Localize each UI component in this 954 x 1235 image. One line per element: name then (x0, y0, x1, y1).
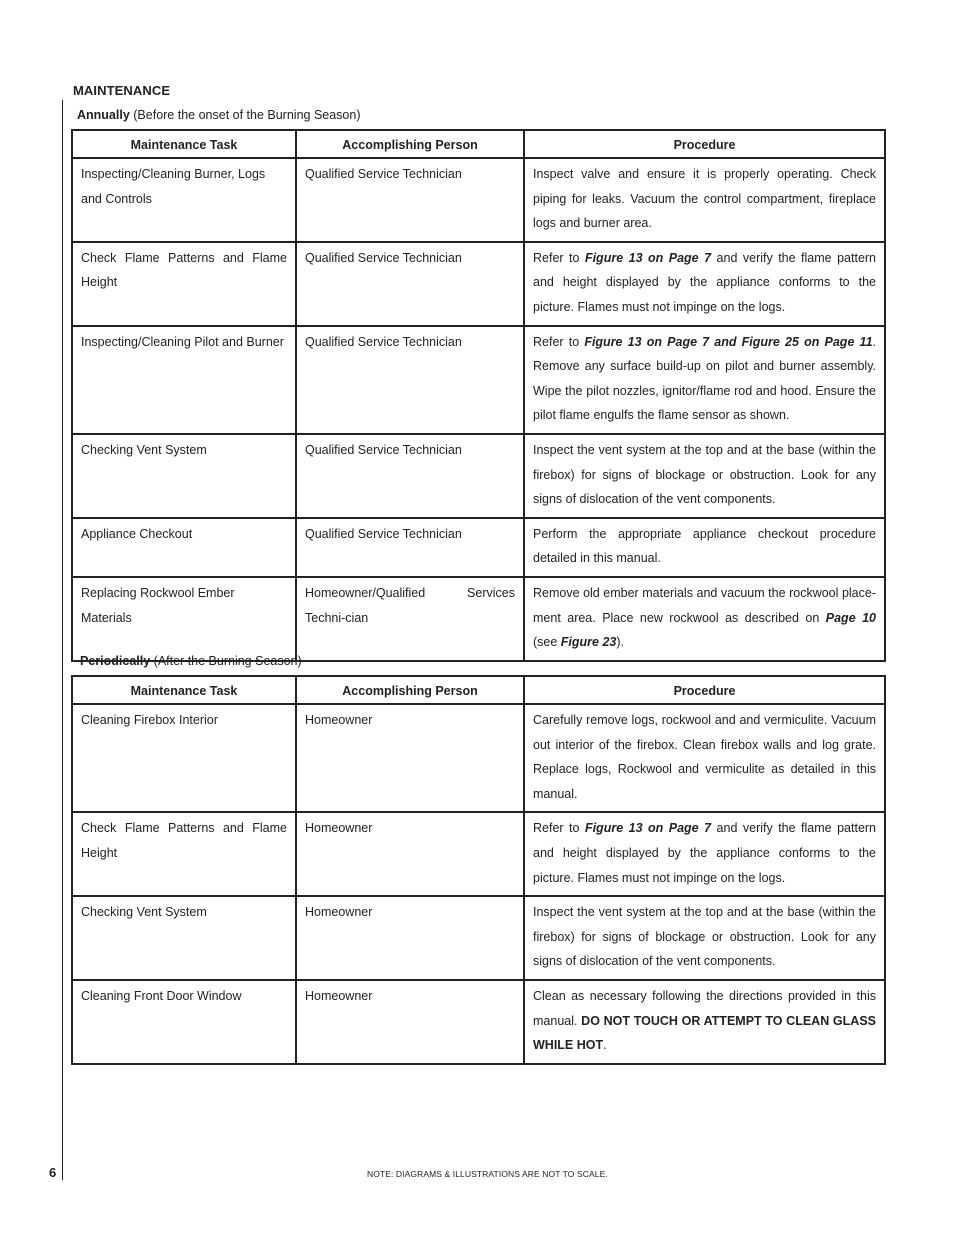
task-cell: Inspecting/Cleaning Pilot and Burner (72, 326, 296, 434)
person-cell: Qualified Service Technician (296, 158, 524, 242)
header-accomplishing-person: Accomplishing Person (296, 676, 524, 704)
task-cell: Appliance Checkout (72, 518, 296, 577)
procedure-cell: Inspect the vent system at the top and at the base (within the firebox) for signs of blockage or obstruction. Look for any signs of dislocation of the vent components. (524, 434, 885, 518)
person-cell: Homeowner (296, 980, 524, 1064)
header-procedure: Procedure (524, 130, 885, 158)
table-row (72, 896, 885, 980)
header-accomplishing-person: Accomplishing Person (296, 130, 524, 158)
task-cell: Check Flame Patterns and Flame Height (72, 242, 296, 326)
table-row (72, 158, 885, 242)
table-row (72, 326, 885, 434)
periodic-maintenance-table (71, 675, 886, 1065)
page-reference: Page 10 (825, 610, 877, 625)
table-row (72, 434, 885, 518)
table-row (72, 242, 885, 326)
procedure-cell (524, 242, 885, 326)
procedure-text: and verify the flame pattern and height displayed by the appliance conforms to the picture. Flames must not impinge on the logs. (533, 821, 877, 885)
procedure-text: Refer to (533, 821, 585, 836)
section-title: MAINTENANCE (73, 83, 171, 98)
annual-maintenance-table (71, 129, 886, 662)
periodic-caption-label: Periodically (80, 654, 151, 668)
footer-note: NOTE: DIAGRAMS & ILLUSTRATIONS ARE NOT TO SCALE. (367, 1169, 608, 1179)
annual-caption (77, 108, 361, 122)
figure-reference: Figure 13 on Page 7 (584, 250, 712, 265)
task-cell: Cleaning Firebox Interior (72, 704, 296, 812)
task-cell: Inspecting/Cleaning Burner, Logs and Controls (72, 158, 296, 242)
figure-reference: Figure 13 on Page 7 (584, 821, 712, 836)
procedure-text: Refer to (533, 250, 585, 265)
procedure-cell (524, 577, 885, 661)
procedure-text: ). (616, 635, 625, 650)
procedure-text: (see (533, 635, 561, 650)
header-maintenance-task: Maintenance Task (72, 130, 296, 158)
margin-rule (62, 100, 63, 1180)
procedure-cell: Perform the appropriate appliance checkout procedure detailed in this manual. (524, 518, 885, 577)
task-cell: Cleaning Front Door Window (72, 980, 296, 1064)
procedure-text: and verify the flame pattern and height displayed by the appliance conforms to the picture. Flames must not impinge on the logs. (533, 250, 877, 314)
procedure-cell: Carefully remove logs, rockwool and and vermiculite. Vacuum out interior of the firebox. Clean firebox walls and log grate. Replace logs, Rockwool and vermiculite as detailed in this manual. (524, 704, 885, 812)
table-row (72, 518, 885, 577)
procedure-text: Remove old ember materials and vacuum the rockwool place-ment area. Place new rockwool as described on (533, 585, 876, 625)
header-maintenance-task: Maintenance Task (72, 676, 296, 704)
procedure-cell: Inspect the vent system at the top and at the base (within the firebox) for signs of blockage or obstruction. Look for any signs of dislocation of the vent components. (524, 896, 885, 980)
procedure-cell: Inspect valve and ensure it is properly operating. Check piping for leaks. Vacuum the control compartment, fireplace logs and burner area. (524, 158, 885, 242)
table-row (72, 812, 885, 896)
person-cell: Qualified Service Technician (296, 326, 524, 434)
table-row (72, 980, 885, 1064)
procedure-cell (524, 812, 885, 896)
warning-text: DO NOT TOUCH OR ATTEMPT TO CLEAN GLASS WHILE HOT (533, 1013, 876, 1053)
table-row (72, 577, 885, 661)
table-header-row (72, 130, 885, 158)
procedure-cell (524, 326, 885, 434)
procedure-text: . (603, 1038, 607, 1053)
person-cell: Homeowner (296, 704, 524, 812)
header-procedure: Procedure (524, 676, 885, 704)
person-cell: Qualified Service Technician (296, 518, 524, 577)
task-cell: Check Flame Patterns and Flame Height (72, 812, 296, 896)
table-header-row (72, 676, 885, 704)
procedure-text: Clean as necessary following the directions provided in this manual. (533, 988, 876, 1028)
person-cell: Qualified Service Technician (296, 434, 524, 518)
person-cell: Homeowner/Qualified Services Techni-cian (296, 577, 524, 661)
person-cell: Homeowner (296, 812, 524, 896)
person-cell: Homeowner (296, 896, 524, 980)
task-cell: Replacing Rockwool Ember Materials (72, 577, 296, 661)
figure-reference: Figure 13 on Page 7 and Figure 25 on Page 11 (584, 334, 873, 349)
task-cell: Checking Vent System (72, 896, 296, 980)
periodic-caption (80, 654, 302, 668)
task-cell: Checking Vent System (72, 434, 296, 518)
annual-caption-note: (Before the onset of the Burning Season) (129, 108, 361, 122)
procedure-cell (524, 980, 885, 1064)
page-number: 6 (49, 1165, 57, 1180)
procedure-text: Refer to (533, 334, 585, 349)
person-cell: Qualified Service Technician (296, 242, 524, 326)
periodic-caption-note: (After the Burning Season) (150, 654, 302, 668)
table-row (72, 704, 885, 812)
procedure-text: . Remove any surface build-up on pilot and burner assembly. Wipe the pilot nozzles, ignitor/flame rod and hood. Ensure the pilot flame engulfs the flame sensor as shown. (533, 334, 877, 423)
figure-reference: Figure 23 (560, 635, 617, 650)
annual-caption-label: Annually (77, 108, 130, 122)
